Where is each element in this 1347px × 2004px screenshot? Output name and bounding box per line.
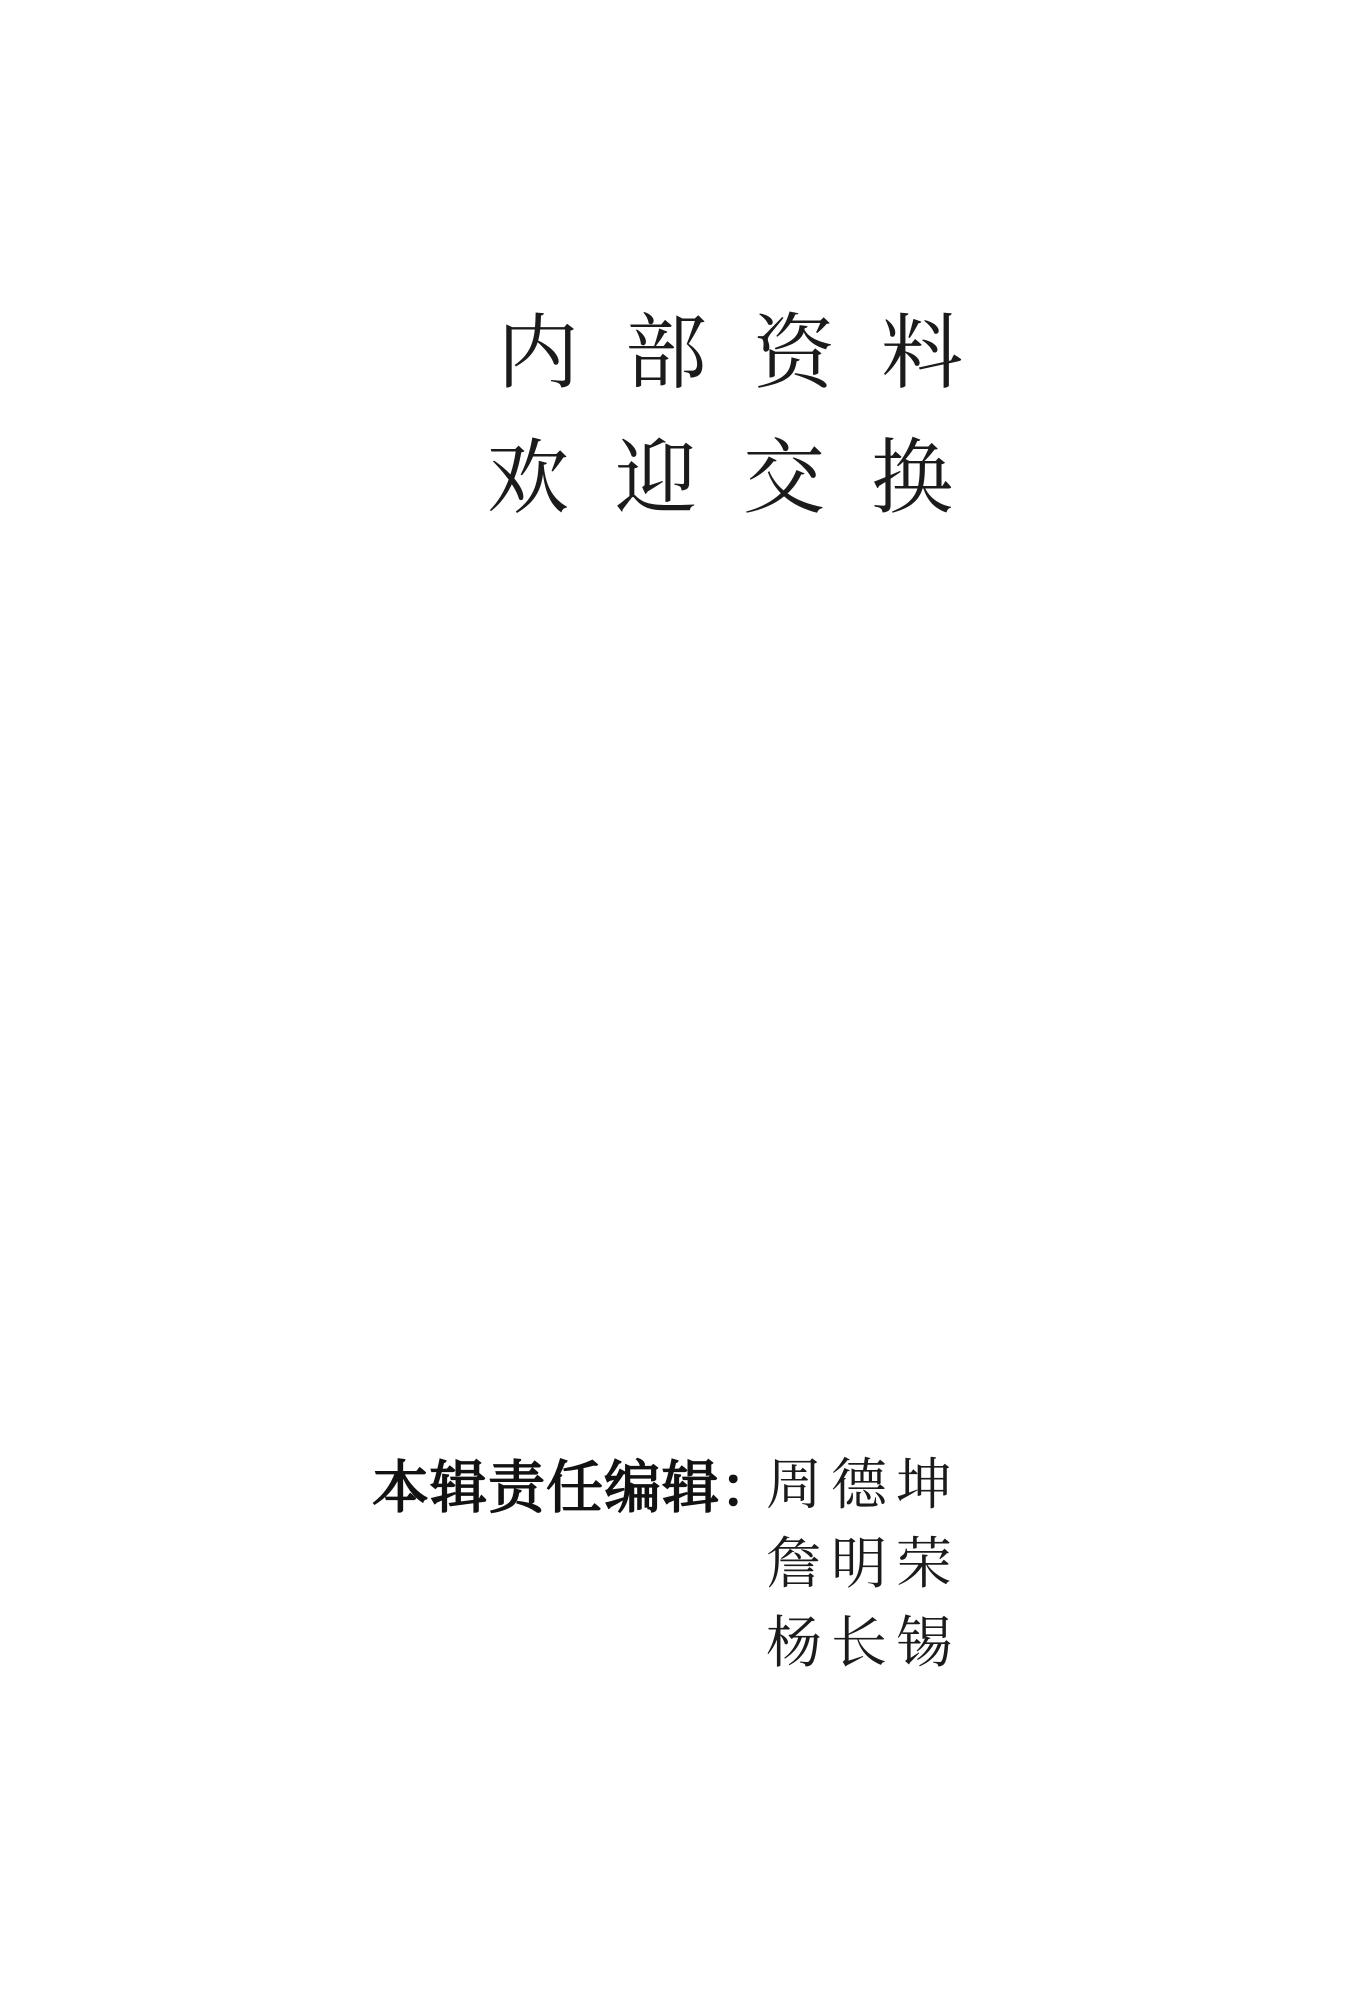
notice-line-internal-material: 内部资料 xyxy=(497,308,1010,399)
editor-name: 詹明荣 xyxy=(766,1534,961,1596)
responsible-editors-label: 本辑责任编辑： xyxy=(372,1456,778,1520)
editor-name: 杨长锡 xyxy=(766,1613,961,1675)
notice-line-welcome-exchange: 欢迎交换 xyxy=(487,433,1000,524)
editor-name: 周德坤 xyxy=(766,1455,961,1517)
editor-name-list xyxy=(766,1447,961,1684)
